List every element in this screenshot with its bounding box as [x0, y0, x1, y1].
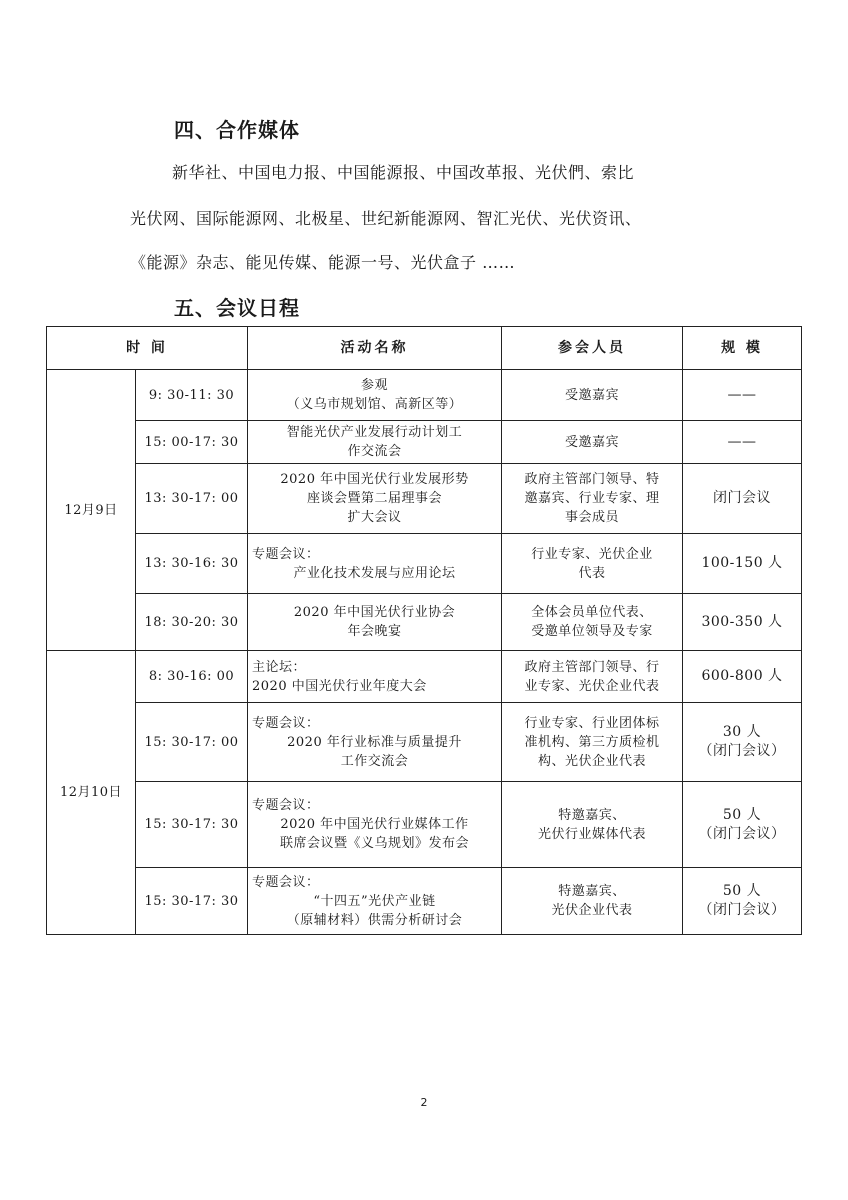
table-row: [47, 651, 802, 703]
scale-line: 50 人: [722, 883, 762, 899]
participants-line: 代表: [578, 565, 606, 581]
participants-cell: [502, 464, 683, 534]
participants-cell: [502, 651, 683, 703]
header-participants: 参会人员: [502, 327, 683, 370]
table-row: [47, 534, 802, 594]
page-number: 2: [420, 1096, 428, 1109]
day-cell: 12月10日: [47, 651, 136, 935]
time-cell: 15: 30-17: 30: [136, 868, 248, 935]
scale-line: 100-150 人: [701, 555, 783, 571]
activity-line: 专题会议：: [252, 715, 320, 731]
participants-line: 准机构、第三方质检机: [524, 734, 660, 750]
activity-cell: [248, 594, 502, 651]
schedule-table: [46, 326, 802, 935]
activity-line: 主论坛：: [252, 659, 307, 675]
participants-line: 业专家、光伏企业代表: [524, 678, 660, 694]
section-heading-schedule: 五、会议日程: [174, 296, 300, 320]
day-cell: 12月9日: [47, 370, 136, 651]
table-row: [47, 464, 802, 534]
scale-line: （闭门会议）: [698, 902, 786, 918]
activity-line: 专题会议：: [252, 874, 320, 890]
scale-line: 30 人: [722, 724, 762, 740]
participants-line: 受邀嘉宾: [564, 387, 619, 403]
table-row: [47, 703, 802, 782]
media-list-line: 光伏网、国际能源网、北极星、世纪新能源网、智汇光伏、光伏资讯、: [130, 209, 642, 228]
activity-line: 工作交流会: [340, 753, 409, 769]
time-cell: 9: 30-11: 30: [136, 370, 248, 421]
table-row: [47, 370, 802, 421]
activity-cell: [248, 534, 502, 594]
participants-line: 事会成员: [564, 510, 619, 525]
time-cell: 18: 30-20: 30: [136, 594, 248, 651]
scale-cell: [683, 421, 802, 464]
scale-line: （闭门会议）: [698, 743, 786, 759]
activity-line: 年会晚宴: [347, 624, 402, 639]
time-cell: 13: 30-16: 30: [136, 534, 248, 594]
media-list-line: 《能源》杂志、能见传媒、能源一号、光伏盒子 ……: [130, 253, 516, 272]
activity-cell: [248, 421, 502, 464]
participants-line: 行业专家、光伏企业: [531, 546, 653, 562]
time-cell: 15: 30-17: 30: [136, 782, 248, 868]
activity-line: 参观: [360, 378, 388, 393]
participants-cell: [502, 421, 683, 464]
activity-cell: [248, 464, 502, 534]
activity-cell: [248, 703, 502, 782]
table-row: [47, 868, 802, 935]
participants-cell: [502, 594, 683, 651]
activity-line: 联席会议暨《义乌规划》发布会: [279, 836, 469, 851]
activity-line: 2020 中国光伏行业年度大会: [252, 678, 427, 694]
media-list-line: 新华社、中国电力报、中国能源报、中国改革报、光伏們、索比: [172, 163, 635, 182]
scale-cell: [683, 782, 802, 868]
activity-line: 产业化技术发展与应用论坛: [293, 565, 456, 581]
activity-line: 2020 年中国光伏行业协会: [293, 605, 456, 620]
table-row: [47, 594, 802, 651]
activity-line: 座谈会暨第二届理事会: [306, 491, 442, 506]
activity-cell: [248, 370, 502, 421]
scale-cell: [683, 868, 802, 935]
activity-line: 智能光伏产业发展行动计划工: [286, 425, 463, 440]
table-row: [47, 782, 802, 868]
time-cell: 13: 30-17: 00: [136, 464, 248, 534]
participants-line: 光伏企业代表: [551, 903, 633, 918]
scale-cell: [683, 703, 802, 782]
scale-line: ——: [727, 433, 757, 450]
participants-cell: [502, 703, 683, 782]
section-heading-media: 四、合作媒体: [174, 118, 300, 142]
participants-cell: [502, 534, 683, 594]
scale-line: 300-350 人: [701, 613, 783, 630]
participants-line: 行业专家、行业团体标: [524, 715, 660, 731]
scale-cell: [683, 594, 802, 651]
scale-line: ——: [727, 386, 757, 403]
table-row: [47, 421, 802, 464]
participants-line: 政府主管部门领导、行: [524, 659, 660, 675]
activity-line: 2020 年行业标准与质量提升: [287, 734, 462, 750]
participants-cell: [502, 370, 683, 421]
scale-cell: [683, 651, 802, 703]
scale-cell: [683, 464, 802, 534]
activity-cell: [248, 651, 502, 703]
participants-cell: [502, 868, 683, 935]
participants-line: 特邀嘉宾、: [558, 884, 626, 899]
activity-line: （原辅材料）供需分析研讨会: [286, 912, 463, 928]
participants-line: 受邀单位领导及专家: [531, 624, 653, 639]
activity-line: 扩大会议: [347, 510, 402, 525]
activity-line: “十四五”光伏产业链: [313, 893, 436, 909]
activity-line: 作交流会: [347, 444, 402, 459]
header-time: 时 间: [47, 327, 248, 370]
activity-line: 专题会议：: [252, 546, 320, 562]
activity-cell: [248, 868, 502, 935]
activity-line: （义乌市规划馆、高新区等）: [286, 397, 463, 412]
scale-cell: [683, 370, 802, 421]
time-cell: 15: 30-17: 00: [136, 703, 248, 782]
time-cell: 15: 00-17: 30: [136, 421, 248, 464]
activity-cell: [248, 782, 502, 868]
participants-line: 邀嘉宾、行业专家、理: [524, 491, 660, 506]
scale-line: 600-800 人: [701, 668, 783, 684]
header-activity: 活动名称: [248, 327, 502, 370]
scale-line: 闭门会议: [713, 490, 771, 506]
activity-line: 2020 年中国光伏行业发展形势: [280, 472, 469, 487]
header-scale: 规 模: [683, 327, 802, 370]
time-cell: 8: 30-16: 00: [136, 651, 248, 703]
participants-line: 政府主管部门领导、特: [524, 472, 660, 487]
activity-line: 专题会议：: [252, 798, 320, 813]
participants-line: 光伏行业媒体代表: [537, 826, 646, 842]
participants-line: 全体会员单位代表、: [531, 605, 653, 620]
participants-line: 特邀嘉宾、: [558, 807, 626, 823]
scale-line: 50 人: [722, 806, 762, 823]
table-header-row: [47, 327, 802, 370]
scale-cell: [683, 534, 802, 594]
participants-cell: [502, 782, 683, 868]
participants-line: 构、光伏企业代表: [537, 753, 646, 769]
participants-line: 受邀嘉宾: [564, 434, 619, 450]
scale-line: （闭门会议）: [698, 825, 786, 842]
activity-line: 2020 年中国光伏行业媒体工作: [280, 817, 469, 832]
